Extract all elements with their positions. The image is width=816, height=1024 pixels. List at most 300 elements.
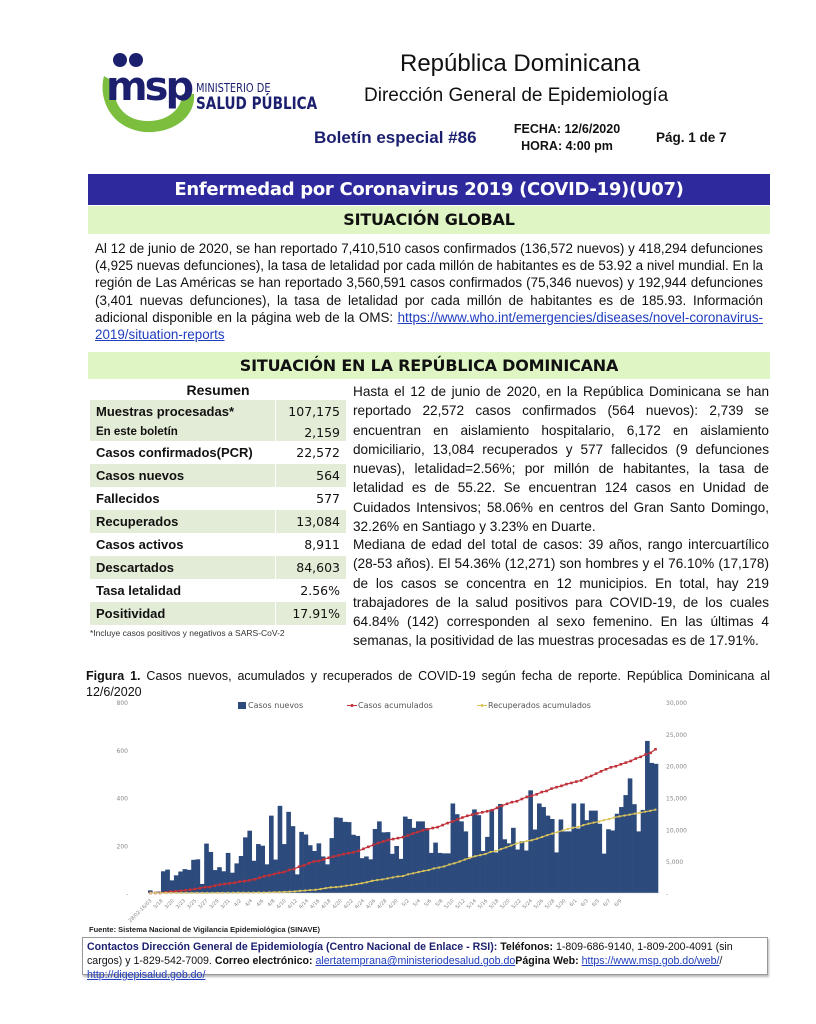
data-point xyxy=(629,760,632,763)
y-tick-label: 200 xyxy=(116,843,128,851)
data-point xyxy=(355,883,357,885)
x-tick-label: 4/14 xyxy=(297,898,311,911)
data-point xyxy=(577,826,579,828)
data-point xyxy=(644,810,646,812)
data-point xyxy=(397,837,400,840)
data-point xyxy=(204,886,207,889)
country-title: República Dominicana xyxy=(400,50,641,77)
data-point xyxy=(294,890,296,892)
bar xyxy=(628,778,633,893)
bar xyxy=(636,831,641,893)
global-situation-heading: SITUACIÓN GLOBAL xyxy=(88,206,770,234)
x-tick-label: 5/14 xyxy=(465,898,478,911)
bar xyxy=(373,829,378,893)
data-point xyxy=(634,812,636,814)
bar xyxy=(563,831,568,893)
row-label: Descartados xyxy=(90,556,276,579)
row-value: 13,084 xyxy=(276,510,346,533)
legend-label: Casos acumulados xyxy=(358,701,433,710)
data-point xyxy=(486,810,489,813)
email-label: Correo electrónico: xyxy=(214,955,313,967)
table-row xyxy=(90,423,346,441)
y2-tick-label: 25,000 xyxy=(666,731,687,739)
data-point xyxy=(595,772,598,775)
data-point xyxy=(639,812,641,814)
data-point xyxy=(407,873,409,875)
phones-label: Teléfonos: xyxy=(500,941,554,953)
bar xyxy=(481,851,486,893)
data-point xyxy=(500,848,502,850)
row-value: 107,175 xyxy=(276,400,346,423)
data-point xyxy=(342,853,345,856)
bar xyxy=(342,822,347,893)
data-point xyxy=(620,763,623,766)
bar xyxy=(243,837,248,893)
y2-tick-label: 10,000 xyxy=(666,827,687,835)
bar xyxy=(520,841,525,893)
y2-tick-label: 20,000 xyxy=(666,763,687,771)
row-label: Positividad xyxy=(90,602,276,625)
date-time-block xyxy=(508,121,626,155)
data-point xyxy=(456,818,459,821)
bar xyxy=(546,816,551,893)
x-tick-label: 6/5 xyxy=(591,898,602,909)
x-tick-label: 6/9 xyxy=(613,898,624,909)
data-point xyxy=(501,804,504,807)
data-point xyxy=(288,869,291,872)
data-point xyxy=(263,875,266,878)
x-tick-label: 5/16 xyxy=(476,898,490,911)
row-label: Casos activos xyxy=(96,537,184,552)
data-point xyxy=(407,834,410,837)
data-point xyxy=(587,823,589,825)
bar xyxy=(567,831,572,893)
figure-label: Figura 1. xyxy=(86,669,141,683)
data-point xyxy=(649,752,652,755)
data-point xyxy=(585,776,588,779)
data-point xyxy=(189,888,192,891)
data-point xyxy=(525,796,528,799)
data-point xyxy=(371,880,373,882)
data-point xyxy=(634,757,637,760)
bar xyxy=(572,803,577,893)
row-value: 577 xyxy=(276,487,346,510)
bars-new-cases xyxy=(148,741,658,893)
data-point xyxy=(426,828,429,831)
bar xyxy=(407,819,412,893)
data-point xyxy=(615,765,618,768)
data-point xyxy=(466,815,469,818)
x-tick-label: 4/2 xyxy=(233,898,243,909)
bar xyxy=(654,764,659,893)
x-tick-label: 3/25 xyxy=(185,898,199,911)
data-point xyxy=(479,854,481,856)
x-tick-label: 3/27 xyxy=(197,898,210,911)
data-point xyxy=(309,889,311,891)
x-tick-label: 4/18 xyxy=(320,898,333,911)
data-point xyxy=(464,858,466,860)
y-axis-left xyxy=(117,700,129,898)
data-point xyxy=(438,866,440,868)
figure-caption-text: Casos nuevos, acumulados y recuperados de COVID-19 según fecha de reporte. República Dominicana al 12/6/2020 xyxy=(86,669,770,699)
data-point xyxy=(556,831,558,833)
bar xyxy=(256,844,261,893)
data-point xyxy=(530,795,533,798)
bar xyxy=(291,826,296,893)
data-point xyxy=(476,812,479,815)
bar xyxy=(464,831,469,893)
bar xyxy=(161,871,166,893)
bar xyxy=(260,846,265,893)
data-point xyxy=(491,809,494,812)
x-tick-label: 4/24 xyxy=(353,898,367,911)
x-tick-label: 5/10 xyxy=(443,898,456,911)
who-link[interactable]: https://www.who.int/emergencies/diseases/novel-coronavirus-2019/situation-reports xyxy=(95,309,763,343)
data-point xyxy=(506,803,509,806)
bar xyxy=(451,803,456,893)
web-label: Página Web: xyxy=(515,955,579,967)
bar xyxy=(619,807,624,893)
digepisalud-link[interactable]: http://digepisalud.gob.do/ xyxy=(87,969,206,981)
table-row xyxy=(90,602,346,625)
x-tick-label: 6/1 xyxy=(568,898,579,909)
bar xyxy=(247,831,252,893)
x-tick-label: 4/4 xyxy=(244,898,255,909)
data-point xyxy=(531,839,533,841)
data-point xyxy=(248,879,251,882)
data-point xyxy=(613,816,615,818)
data-point xyxy=(505,846,507,848)
data-point xyxy=(598,820,600,822)
row-label: Casos confirmados(PCR) xyxy=(96,445,253,460)
data-point xyxy=(600,770,603,773)
bar xyxy=(377,821,382,893)
covid-chart xyxy=(86,690,786,930)
bar xyxy=(213,870,218,893)
bar xyxy=(511,828,516,893)
data-point xyxy=(610,766,613,769)
bar xyxy=(217,867,222,893)
bar xyxy=(623,795,628,893)
data-point xyxy=(511,801,514,804)
data-point xyxy=(417,831,420,834)
bar xyxy=(515,850,520,893)
data-point xyxy=(330,886,332,888)
x-tick-label: 4/12 xyxy=(286,898,299,911)
data-point xyxy=(314,889,316,891)
bar xyxy=(317,843,322,893)
bar xyxy=(347,822,352,893)
row-value: 22,572 xyxy=(276,441,346,464)
bar xyxy=(299,832,304,893)
row-value: 2.56% xyxy=(276,579,346,602)
x-tick-label: 5/20 xyxy=(499,898,512,911)
bar xyxy=(597,824,602,893)
report-time: HORA: 4:00 pm xyxy=(521,139,613,153)
bar xyxy=(455,814,460,893)
bar xyxy=(459,821,464,893)
data-point xyxy=(484,853,486,855)
data-point xyxy=(575,780,578,783)
global-text: Al 12 de junio de 2020, se han reportado 7,410,510 casos confirmados (136,572 nuevos) y 418,294 defunciones (4,925 nuevas defunciones), la tasa de letalidad por cada millón de habitantes es de 53.92 a nivel mundial. En la región de Las Américas se han reportado 3,560,591 casos confirmados (75,346 nuevos) y 192,944 defunciones (3,401 nuevas defunciones), la tasa de letalidad por cada millón de habitantes es de 185.93. Información adicional disponible en la página web de la OMS: xyxy=(95,241,763,325)
x-tick-label: 5/30 xyxy=(555,898,568,911)
data-point xyxy=(417,871,419,873)
logo-line1: MINISTERIO DE xyxy=(196,81,271,95)
x-tick-label: 5/18 xyxy=(488,898,501,911)
data-point xyxy=(179,890,182,893)
data-point xyxy=(397,875,399,877)
row-value: 84,603 xyxy=(276,556,346,579)
bar xyxy=(438,853,443,893)
bar xyxy=(524,851,529,893)
data-point xyxy=(238,880,241,883)
phones: 1-809-686-9140, 1-809-200-4091 (sin cargos) y 1-829-542-7009. xyxy=(87,941,733,967)
data-point xyxy=(319,888,321,890)
data-point xyxy=(510,844,512,846)
data-point xyxy=(283,871,286,874)
data-point xyxy=(362,848,365,851)
data-point xyxy=(443,865,445,867)
x-tick-label: 3/29 xyxy=(208,898,221,911)
global-situation-paragraph xyxy=(95,240,763,343)
data-point xyxy=(382,840,385,843)
table-row xyxy=(90,579,346,602)
bar xyxy=(252,861,257,893)
x-tick-label: 5/8 xyxy=(434,898,445,909)
data-point xyxy=(555,786,558,789)
data-point xyxy=(228,882,231,885)
bar xyxy=(632,804,637,893)
data-point xyxy=(441,824,444,827)
x-tick-label: 6/7 xyxy=(602,898,613,909)
data-point xyxy=(402,875,404,877)
y-tick-label: 400 xyxy=(116,795,128,803)
bar xyxy=(390,854,395,893)
document-title: Enfermedad por Coronavirus 2019 (COVID-19)(U07) xyxy=(88,174,770,205)
bar xyxy=(429,853,434,893)
data-point xyxy=(474,855,476,857)
data-point xyxy=(525,840,527,842)
bar xyxy=(485,837,490,893)
data-point xyxy=(337,854,340,857)
x-tick-label: 4/10 xyxy=(275,898,288,911)
bar xyxy=(278,806,283,893)
data-point xyxy=(350,884,352,886)
table-row xyxy=(90,510,346,533)
bar xyxy=(308,845,313,893)
data-point xyxy=(560,785,563,788)
row-label: En este boletín xyxy=(90,423,276,441)
data-point xyxy=(402,836,405,839)
data-point xyxy=(376,879,378,881)
bar xyxy=(273,860,278,893)
data-point xyxy=(495,850,497,852)
x-tick-label: 4/6 xyxy=(255,898,266,909)
bar xyxy=(282,844,287,893)
x-tick-label: 4/26 xyxy=(365,898,378,911)
x-tick-label: 28/02-16/03 xyxy=(127,898,154,925)
data-point xyxy=(535,793,538,796)
bar xyxy=(394,846,399,893)
data-point xyxy=(386,877,388,879)
legend-marker xyxy=(481,704,484,707)
data-point xyxy=(322,858,325,861)
msp-web-link[interactable]: https://www.msp.gob.do/web/ xyxy=(581,955,720,967)
data-point xyxy=(258,877,261,880)
dr-situation-heading: SITUACIÓN EN LA REPÚBLICA DOMINICANA xyxy=(88,352,770,379)
bar xyxy=(442,853,447,893)
legend-marker xyxy=(351,704,354,707)
bar xyxy=(420,821,425,893)
data-point xyxy=(520,841,522,843)
data-point xyxy=(541,836,543,838)
row-label: Tasa letalidad xyxy=(96,583,182,598)
data-point xyxy=(540,791,543,794)
bar xyxy=(226,853,231,893)
data-point xyxy=(654,748,657,751)
contact-label: Contactos Dirección General de Epidemiología (Centro Nacional de Enlace - RSI): xyxy=(87,941,498,953)
data-point xyxy=(318,860,321,863)
bar xyxy=(360,858,365,893)
data-point xyxy=(428,869,430,871)
data-point xyxy=(325,887,327,889)
msp-logo-icon xyxy=(96,48,206,134)
data-point xyxy=(381,878,383,880)
data-point xyxy=(608,818,610,820)
x-axis xyxy=(125,891,658,925)
data-point xyxy=(567,828,569,830)
x-tick-label: 4/22 xyxy=(342,898,355,911)
data-point xyxy=(194,888,197,891)
data-point xyxy=(521,798,524,801)
y-axis-right xyxy=(666,700,687,898)
data-point xyxy=(372,844,375,847)
data-point xyxy=(580,779,583,782)
data-point xyxy=(536,838,538,840)
bar xyxy=(204,844,209,893)
data-point xyxy=(332,855,335,858)
data-point xyxy=(199,887,202,890)
svg-text:msp: msp xyxy=(106,64,192,110)
logo-line2: SALUD PÚBLICA xyxy=(196,94,318,114)
data-point xyxy=(335,886,337,888)
email-link[interactable]: alertatemprana@ministeriodesalud.gob.do xyxy=(315,955,516,967)
x-tick-label: 5/2 xyxy=(400,898,411,909)
x-tick-label: 3/18 xyxy=(152,898,165,911)
data-point xyxy=(481,811,484,814)
bar xyxy=(403,817,408,893)
data-point xyxy=(247,891,249,893)
bar xyxy=(269,816,274,893)
data-point xyxy=(209,886,212,889)
bar xyxy=(615,814,620,893)
bar xyxy=(165,870,170,893)
bar xyxy=(606,829,611,893)
data-point xyxy=(451,820,454,823)
x-tick-label: 5/4 xyxy=(412,898,422,909)
data-point xyxy=(431,827,434,830)
data-point xyxy=(184,889,187,892)
data-point xyxy=(561,829,563,831)
data-point xyxy=(471,813,474,816)
link-separator: / xyxy=(719,955,723,967)
bar xyxy=(610,830,615,893)
y2-tick-label: 30,000 xyxy=(666,700,687,707)
table-row xyxy=(90,533,346,556)
x-tick-label: 3/23 xyxy=(174,898,187,911)
data-point xyxy=(545,790,548,793)
data-point xyxy=(628,813,630,815)
data-point xyxy=(308,862,311,865)
data-point xyxy=(288,890,290,892)
data-point xyxy=(422,870,424,872)
data-point xyxy=(361,882,363,884)
row-value: 564 xyxy=(276,464,346,487)
data-point xyxy=(233,881,236,884)
logo-wordmark xyxy=(196,82,347,113)
data-point xyxy=(340,885,342,887)
row-value: 8,911 xyxy=(276,533,346,556)
y2-tick-label: - xyxy=(666,891,669,898)
x-tick-label: 3/20 xyxy=(163,898,176,911)
data-point xyxy=(516,800,519,803)
bar xyxy=(412,828,417,893)
data-point xyxy=(592,821,594,823)
bar xyxy=(472,809,477,893)
data-point xyxy=(433,867,435,869)
bar xyxy=(580,803,585,893)
data-point xyxy=(223,883,226,886)
bar xyxy=(554,852,559,893)
bar xyxy=(364,856,369,893)
dr-paragraph-1: Hasta el 12 de junio de 2020, en la República Dominicana se han reportado 22,572 casos confirmados (564 nuevos): 2,739 se encuentran en aislamiento hospitalario, 6,172 en aislamiento domiciliario, 13,084 recuperados y 577 fallecidos (9 defunciones nuevas), letalidad=2.56%; por millón de habitantes, la tasa de letalidad es de 55.22. Se encuentran 124 casos en Unidad de Cuidados Intensivos; 58.06% en centros del Gran Santo Domingo, 32.26% en Santiago y 3.23% en Duarte. xyxy=(353,384,769,535)
data-point xyxy=(303,864,306,867)
x-tick-label: 5/12 xyxy=(454,898,467,911)
row-label: Fallecidos xyxy=(96,491,160,506)
data-point xyxy=(605,768,608,771)
x-tick-label: 4/20 xyxy=(331,898,344,911)
data-point xyxy=(639,756,642,759)
y-tick-label: 600 xyxy=(116,747,128,755)
chart-legend xyxy=(238,701,591,710)
bar xyxy=(494,852,499,893)
data-point xyxy=(590,775,593,778)
bar xyxy=(507,843,512,893)
table-row xyxy=(90,400,346,423)
data-point xyxy=(469,857,471,859)
data-point xyxy=(304,889,306,891)
data-point xyxy=(496,807,499,810)
data-point xyxy=(649,810,651,812)
bar xyxy=(576,829,581,893)
data-point xyxy=(392,838,395,841)
data-point xyxy=(243,880,246,883)
data-point xyxy=(570,782,573,785)
data-point xyxy=(422,829,425,832)
table-row xyxy=(90,464,346,487)
bar xyxy=(295,874,300,893)
y2-tick-label: 5,000 xyxy=(666,859,684,867)
data-point xyxy=(618,815,620,817)
data-point xyxy=(293,868,296,871)
page-number: Pág. 1 de 7 xyxy=(656,130,727,145)
bar xyxy=(541,807,546,893)
bar xyxy=(550,819,555,893)
data-point xyxy=(644,753,647,756)
data-point xyxy=(253,878,256,881)
data-point xyxy=(446,822,449,825)
data-point xyxy=(453,862,455,864)
